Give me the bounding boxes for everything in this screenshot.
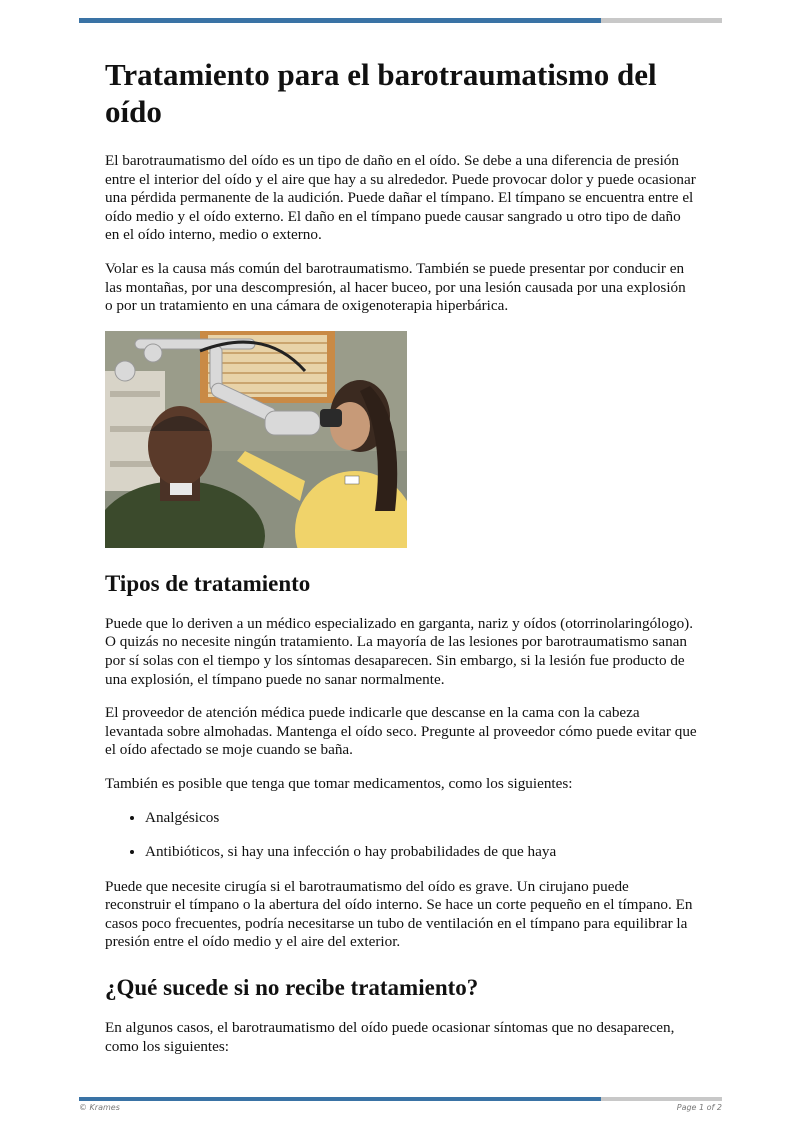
intro-paragraph-2: Volar es la causa más común del barotraumatismo. También se puede presentar por conducir en las montañas, por una descompresión, al hacer buceo, por una lesión causada por una explosión o por un tratamiento en una cámara de oxigenoterapia hiperbárica. [105, 259, 686, 315]
doctor-examining-ear-photo [105, 331, 407, 548]
page-title: Tratamiento para el barotraumatismo del oído [105, 57, 657, 129]
document-body [105, 56, 697, 1071]
no-treatment-paragraph: En algunos casos, el barotraumatismo del oído puede ocasionar síntomas que no desaparecen, como los siguientes: [105, 1019, 675, 1055]
treatment-paragraph-2: El proveedor de atención médica puede indicarle que descanse en la cama con la cabeza levantada sobre almohadas. Mantenga el oído seco. Pregunte al proveedor cómo puede evitar que el oído afectado se moje cuando se baña. [105, 704, 697, 759]
bottom-divider-bar [79, 1097, 722, 1101]
bottom-divider-accent [79, 1097, 601, 1101]
section-heading-treatment-types: Tipos de tratamiento [105, 570, 311, 596]
surgery-paragraph: Puede que necesite cirugía si el barotraumatismo del oído es grave. Un cirujano puede reconstruir el tímpano o la abertura del oído interno. Se hace un corte pequeño en el tímpano. En casos poco frecuentes, podría necesitarse un tubo de ventilación en el tímpano para equilibrar la presión entre el oído medio y el aire del exterior. [105, 877, 693, 951]
list-item: • Antibióticos, si hay una infección o hay probabilidades de que haya [145, 843, 697, 862]
footer-page-number: Page 1 of 2 [676, 1103, 722, 1112]
top-divider-bar [79, 18, 722, 23]
footer-copyright: © Krames [79, 1103, 120, 1112]
treatment-paragraph-3: También es posible que tenga que tomar medicamentos, como los siguientes: [105, 774, 573, 792]
medication-list [105, 809, 697, 862]
treatment-paragraph-1: Puede que lo deriven a un médico especializado en garganta, nariz y oídos (otorrinolaringólogo). O quizás no necesite ningún tratamiento. La mayoría de las lesiones por barotraumatismo sanan por sí solas con el tiempo y los síntomas desaparecen. Sin embargo, si la lesión fue producto de una explosión, el tímpano puede no sanar normalmente. [105, 614, 694, 688]
section-heading-no-treatment: ¿Qué sucede si no recibe tratamiento? [105, 975, 479, 1001]
top-divider-accent [79, 18, 601, 23]
list-item: • Analgésicos [145, 809, 697, 828]
intro-paragraph-1: El barotraumatismo del oído es un tipo de daño en el oído. Se debe a una diferencia de presión entre el interior del oído y el aire que hay a su alrededor. Puede provocar dolor y puede ocasionar una pérdida permanente de la audición. Puede dañar el tímpano. El tímpano se encuentra entre el oído medio y el oído externo. El daño en el tímpano puede causar sangrado u otro tipo de daño en el oído interno, medio o externo. [105, 152, 696, 244]
